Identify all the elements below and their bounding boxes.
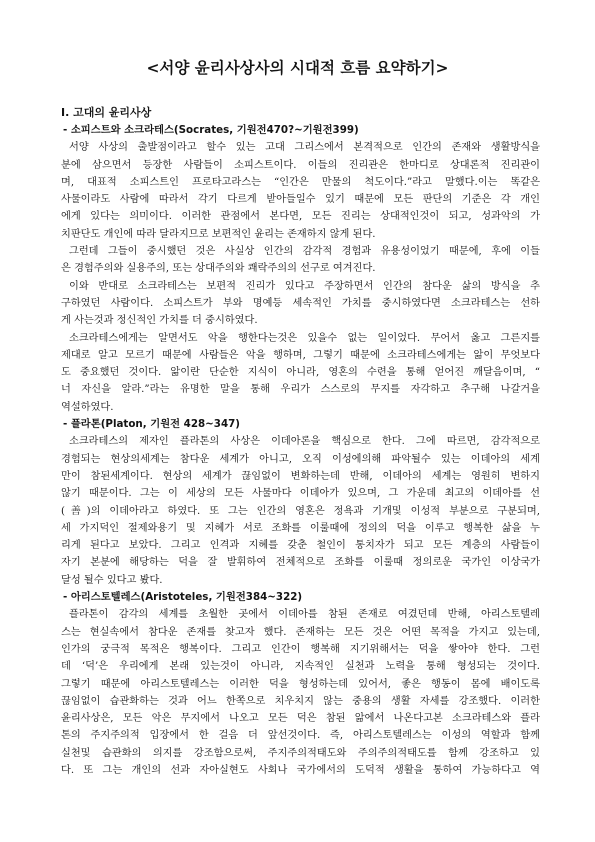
- paragraph-line: 자기 본분에 해당하는 덕을 잘 발휘하여 전체적으로 조화를 이룰때 정의로운 국가인 이상국가: [61, 557, 540, 569]
- paragraph-line: 윤리사상은, 모든 악은 무지에서 나오고 모든 덕은 참된 앎에서 나온다고본 소크라테스와 플라: [61, 713, 540, 725]
- paragraph: [61, 139, 540, 243]
- paragraph-line: (善)의 이데아라고 하였다. 또 그는 인간의 영혼은 정욕과 기개및 이성적 부분으로 구분되며,: [61, 505, 540, 517]
- paragraph-line: 데 ‘덕’은 우리에게 본래 있는것이 아니라, 지속적인 실천과 노력을 통해 형성되는 것이다.: [61, 661, 540, 673]
- paragraph-line: 리게 된다고 보았다. 그리고 인격과 지혜를 갖춘 철인이 통치자가 되고 모든 계층의 사람들이: [61, 540, 540, 552]
- paragraph-line: 인가의 궁극적 목적은 행복이다. 그리고 인간이 행복해 지기위해서는 덕을 쌓아야 한다. 그런: [61, 643, 540, 655]
- paragraph-line: 스는 현실속에서 참다운 존재를 찾고자 했다. 존재하는 모든 것은 어떤 목적을 가지고 있는데,: [61, 626, 540, 638]
- paragraph: [61, 243, 540, 278]
- document-body: [61, 104, 540, 779]
- paragraph: [61, 433, 540, 589]
- paragraph-line: 경험되는 현상의세계는 참다운 세계가 아니고, 오직 이성에의해 파악될수 있는 이데아의 세계: [61, 453, 540, 465]
- paragraph-line: 만이 참된세계이다. 현상의 세계가 끊임없이 변화하는데 반해, 이데아의 세계는 영원히 변하지: [61, 470, 540, 482]
- subsection-sophists-socrates: [61, 122, 540, 416]
- paragraph-line: 역설하였다.: [61, 401, 114, 413]
- subsection-heading: - 아리스토텔레스(Aristoteles, 기원전384~322): [63, 591, 303, 604]
- paragraph-line: 서양 사상의 출발점이라고 할수 있는 고대 그리스에서 본격적으로 인간의 존재와 생활방식을: [69, 142, 540, 154]
- subsection-aristotle: [61, 589, 540, 779]
- paragraph-line: 톤의 주지주의적 입장에서 한 걸음 더 앞선것이다. 즉, 아리스토텔레스는 이성의 역할과 함께: [61, 730, 540, 742]
- paragraph-line: 에게 있다는 의미이다. 이러한 관점에서 본다면, 모든 진리는 상대적인것이 되고, 성과악의 가: [61, 211, 540, 223]
- paragraph-line: 은 경험주의와 실용주의, 또는 상대주의와 쾌락주의의 선구로 여겨진다.: [61, 263, 376, 275]
- subsection-plato: [61, 416, 540, 589]
- subsection-heading: - 플라톤(Platon, 기원전 428~347): [63, 418, 240, 431]
- paragraph-line: 분에 삼으면서 등장한 사람들이 소피스트이다. 이들의 진리관은 한마디로 상대론적 진리관이: [61, 159, 540, 171]
- paragraph-line: 플라톤이 감각의 세계를 초월한 곳에서 이데아를 참된 존재로 여겼던데 반해, 아리스토텔레: [69, 609, 540, 621]
- paragraph-line: 소크라테스의 제자인 플라톤의 사상은 이데아론을 핵심으로 한다. 그에 따르면, 감각적으로: [69, 436, 540, 448]
- paragraph-line: 소크라테스에게는 알면서도 악을 행한다는것은 있을수 없는 일이었다. 무어서 옳고 그른지를: [69, 332, 540, 344]
- paragraph-line: 제대로 알고 모르기 때문에 사람들은 악을 행하며, 그렇기 때문에 소크라테스에게는 앎이 무엇보다: [61, 349, 540, 361]
- paragraph: [61, 278, 540, 330]
- paragraph-line: 구하였던 사람이다. 소피스트가 부와 명예등 세속적인 가치를 중시하였다면 소크라테스는 선하: [61, 297, 540, 309]
- paragraph-line: 그런데 그들이 중시했던 것은 사실상 인간의 감각적 경험과 유용성이었기 때문에, 후에 이들: [69, 246, 540, 258]
- paragraph-line: 도 중요했던 것이다. 앎이란 단순한 지식이 아니라, 영혼의 수련을 통해 얻어진 깨달음이며, “: [61, 367, 540, 379]
- paragraph: [61, 606, 540, 779]
- section-heading: Ⅰ. 고대의 윤리사상: [61, 106, 152, 119]
- paragraph-line: 게 사는것과 정신적인 가치를 더 중시하였다.: [61, 315, 258, 327]
- paragraph: [61, 330, 540, 416]
- paragraph-line: 끊임없이 습관화하는 것과 어느 한쪽으로 치우치지 않는 중용의 생활 자세를 강조했다. 이러한: [61, 695, 540, 707]
- paragraph-line: 않기 때문이다. 그는 이 세상의 모든 사물마다 이데아가 있으며, 그 가운데 최고의 이데아를 선: [61, 488, 540, 500]
- paragraph-line: 다. 또 그는 개인의 선과 자아실현도 사회나 국가에서의 도덕적 생활을 통하여 가능하다고 역: [61, 764, 540, 776]
- paragraph-line: 이와 반대로 소크라테스는 보편적 진리가 있다고 주장하면서 인간의 참다운 삶의 방식을 추: [69, 280, 540, 292]
- paragraph-line: 치판단도 개인에 따라 달라지므로 보편적인 윤리는 존재하지 않게 된다.: [61, 228, 376, 240]
- paragraph-line: 사물이라도 사람에 따라서 각기 다르게 받아들일수 있기 때문에 모든 판단의 기준은 각 개인: [61, 194, 540, 206]
- paragraph-line: 세 가지덕인 절제와용기 및 지혜가 서로 조화를 이룰때에 정의의 덕을 이루고 행복한 삶을 누: [61, 522, 540, 534]
- paragraph-line: 며, 대표적 소피스트인 프로타고라스는 “인간은 만물의 척도이다.”라고 말했다.이는 똑같은: [61, 176, 540, 188]
- paragraph-line: 너 자신을 알라.”라는 유명한 말을 통해 우리가 스스로의 무지를 자각하고 추구해 나갈거을: [61, 384, 540, 396]
- paragraph-line: 그렇기 때문에 아리스토텔레스는 이러한 덕을 형성하는데 있어서, 좋은 행동이 몸에 배이도록: [61, 678, 540, 690]
- subsection-heading: - 소피스트와 소크라테스(Socrates, 기원전470?~기원전399): [63, 124, 359, 136]
- paragraph-line: 실천및 습관화의 의지를 강조함으로써, 주지주의적태도와 주의주의적태도를 함께 강조하고 있: [61, 747, 540, 759]
- paragraph-line: 달성 될수 있다고 봤다.: [61, 574, 163, 586]
- document-title: <서양 윤리사상사의 시대적 흐름 요약하기>: [146, 59, 449, 77]
